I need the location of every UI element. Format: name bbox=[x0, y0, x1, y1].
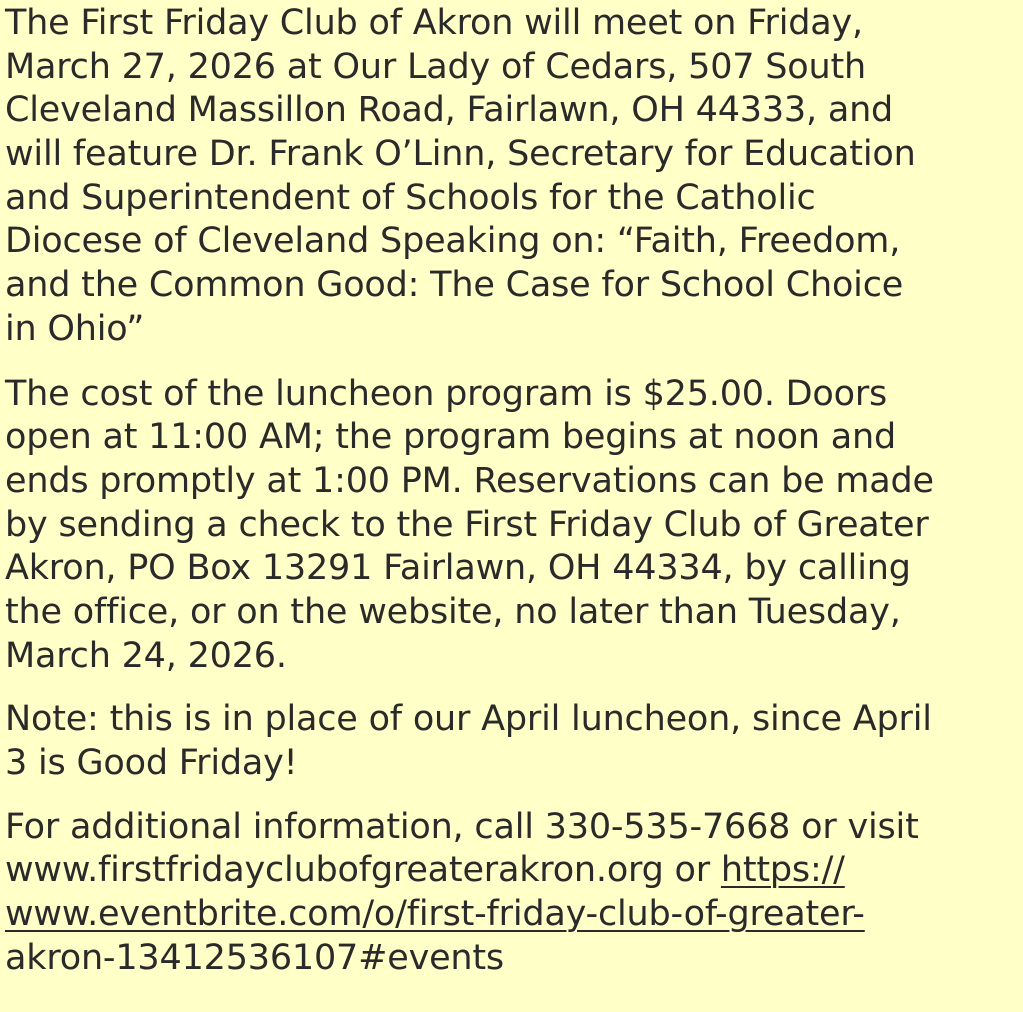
paragraph-meeting-announcement bbox=[5, 2, 1021, 352]
text-line: Note: this is in place of our April luncheon, since April bbox=[5, 699, 932, 740]
text-line: For additional information, call 330-535-7668 or visit bbox=[5, 806, 919, 847]
text-line: Akron, PO Box 13291 Fairlawn, OH 44334, by calling bbox=[5, 548, 911, 589]
text-line: open at 11:00 AM; the program begins at noon and bbox=[5, 417, 897, 458]
text-line: ends promptly at 1:00 PM. Reservations can be made bbox=[5, 460, 934, 501]
text-line: The First Friday Club of Akron will meet on Friday, bbox=[5, 3, 863, 43]
paragraph-cost-and-reservations bbox=[5, 373, 1021, 679]
text-line: will feature Dr. Frank O’Linn, Secretary for Education bbox=[5, 134, 916, 175]
text-line bbox=[5, 849, 1021, 893]
text-line: in Ohio” bbox=[5, 308, 145, 349]
text-line: by sending a check to the First Friday Club of Greater bbox=[5, 504, 929, 545]
text-line: and Superintendent of Schools for the Catholic bbox=[5, 177, 816, 218]
website-text: www.firstfridayclubofgreaterakron.org or bbox=[5, 850, 721, 891]
text-line: akron-13412536107#events bbox=[5, 937, 504, 978]
paragraph-additional-info bbox=[5, 806, 1021, 981]
eventbrite-link[interactable]: https:// bbox=[720, 850, 845, 891]
text-line: Cleveland Massillon Road, Fairlawn, OH 44333, and bbox=[5, 90, 894, 131]
text-line: The cost of the luncheon program is $25.00. Doors bbox=[5, 373, 888, 414]
text-line: 3 is Good Friday! bbox=[5, 743, 298, 783]
document-body bbox=[5, 0, 1021, 980]
eventbrite-link-continued[interactable]: www.eventbrite.com/o/first-friday-club-of-greater- bbox=[5, 894, 865, 935]
text-line: and the Common Good: The Case for School Choice bbox=[5, 265, 904, 306]
text-line: Diocese of Cleveland Speaking on: “Faith, Freedom, bbox=[5, 221, 901, 262]
paragraph-note bbox=[5, 698, 1021, 785]
text-line: the office, or on the website, no later than Tuesday, bbox=[5, 591, 901, 632]
text-line: March 27, 2026 at Our Lady of Cedars, 507 South bbox=[5, 46, 866, 87]
text-line bbox=[5, 893, 1021, 937]
text-line: March 24, 2026. bbox=[5, 635, 287, 676]
